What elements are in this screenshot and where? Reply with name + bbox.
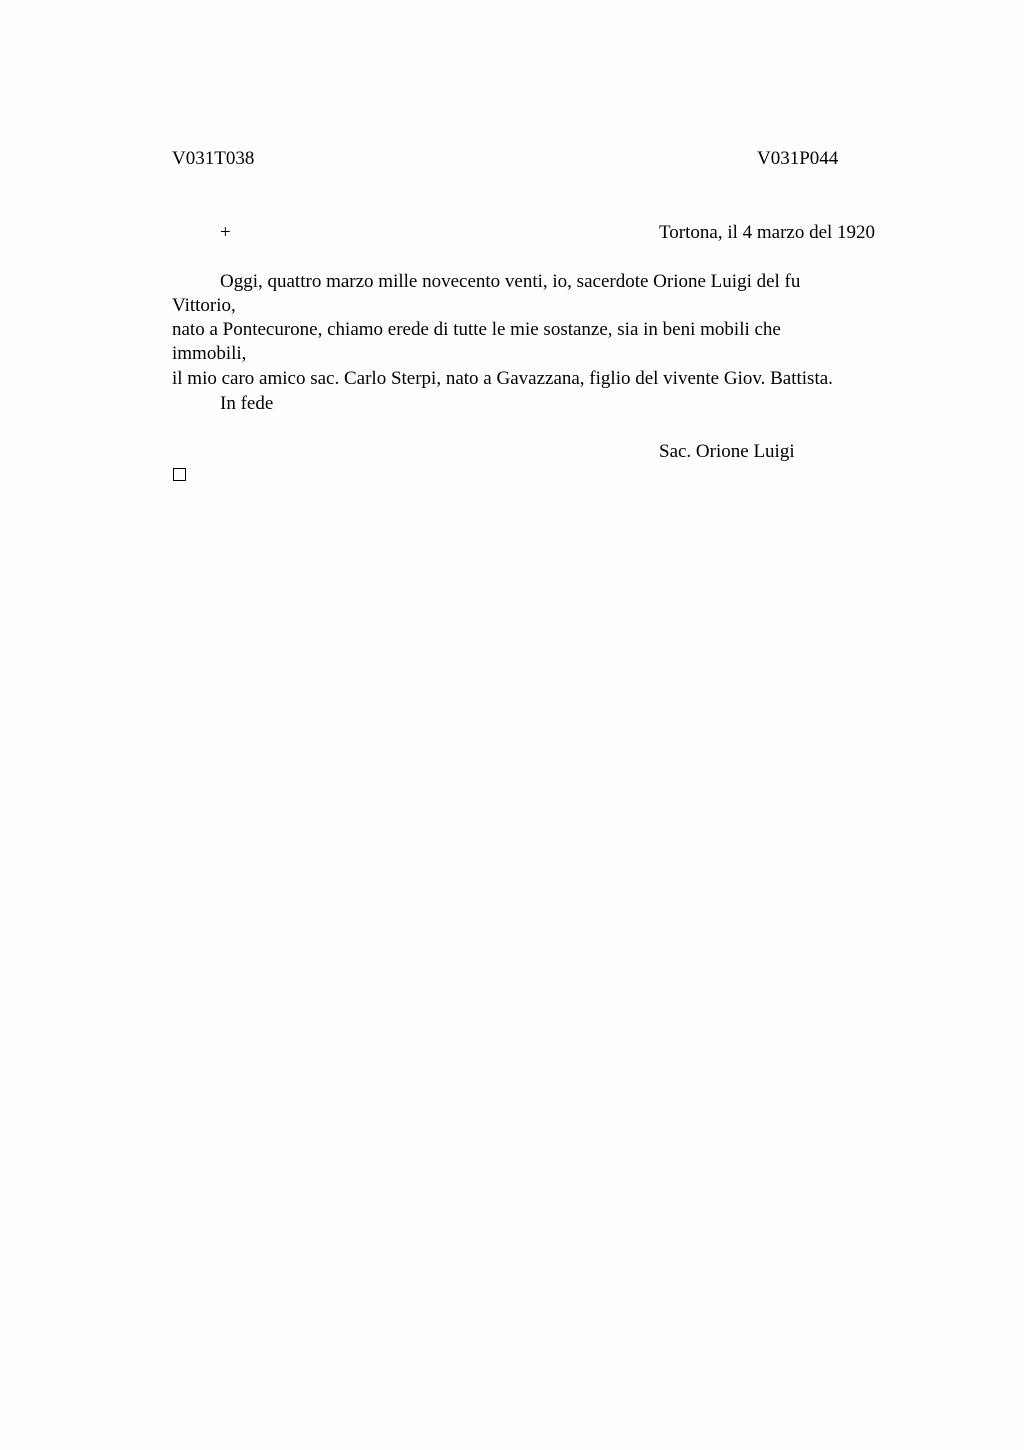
cross-symbol: + (220, 222, 231, 243)
body-line-4: immobili, (172, 343, 247, 364)
archive-code-right: V031P044 (757, 148, 839, 169)
body-line-5: il mio caro amico sac. Carlo Sterpi, nato a Gavazzana, figlio del vivente Giov. Battista. (172, 368, 833, 389)
place-and-date: Tortona, il 4 marzo del 1920 (659, 222, 876, 243)
body-line-1: Oggi, quattro marzo mille novecento venti, io, sacerdote Orione Luigi del fu (220, 271, 801, 292)
archive-code-left: V031T038 (172, 148, 255, 169)
body-line-6: In fede (220, 393, 274, 414)
body-line-2: Vittorio, (172, 295, 236, 316)
body-line-3: nato a Pontecurone, chiamo erede di tutte le mie sostanze, sia in beni mobili che (172, 319, 781, 340)
signature-line: Sac. Orione Luigi (659, 441, 795, 462)
empty-square-icon (173, 468, 186, 481)
